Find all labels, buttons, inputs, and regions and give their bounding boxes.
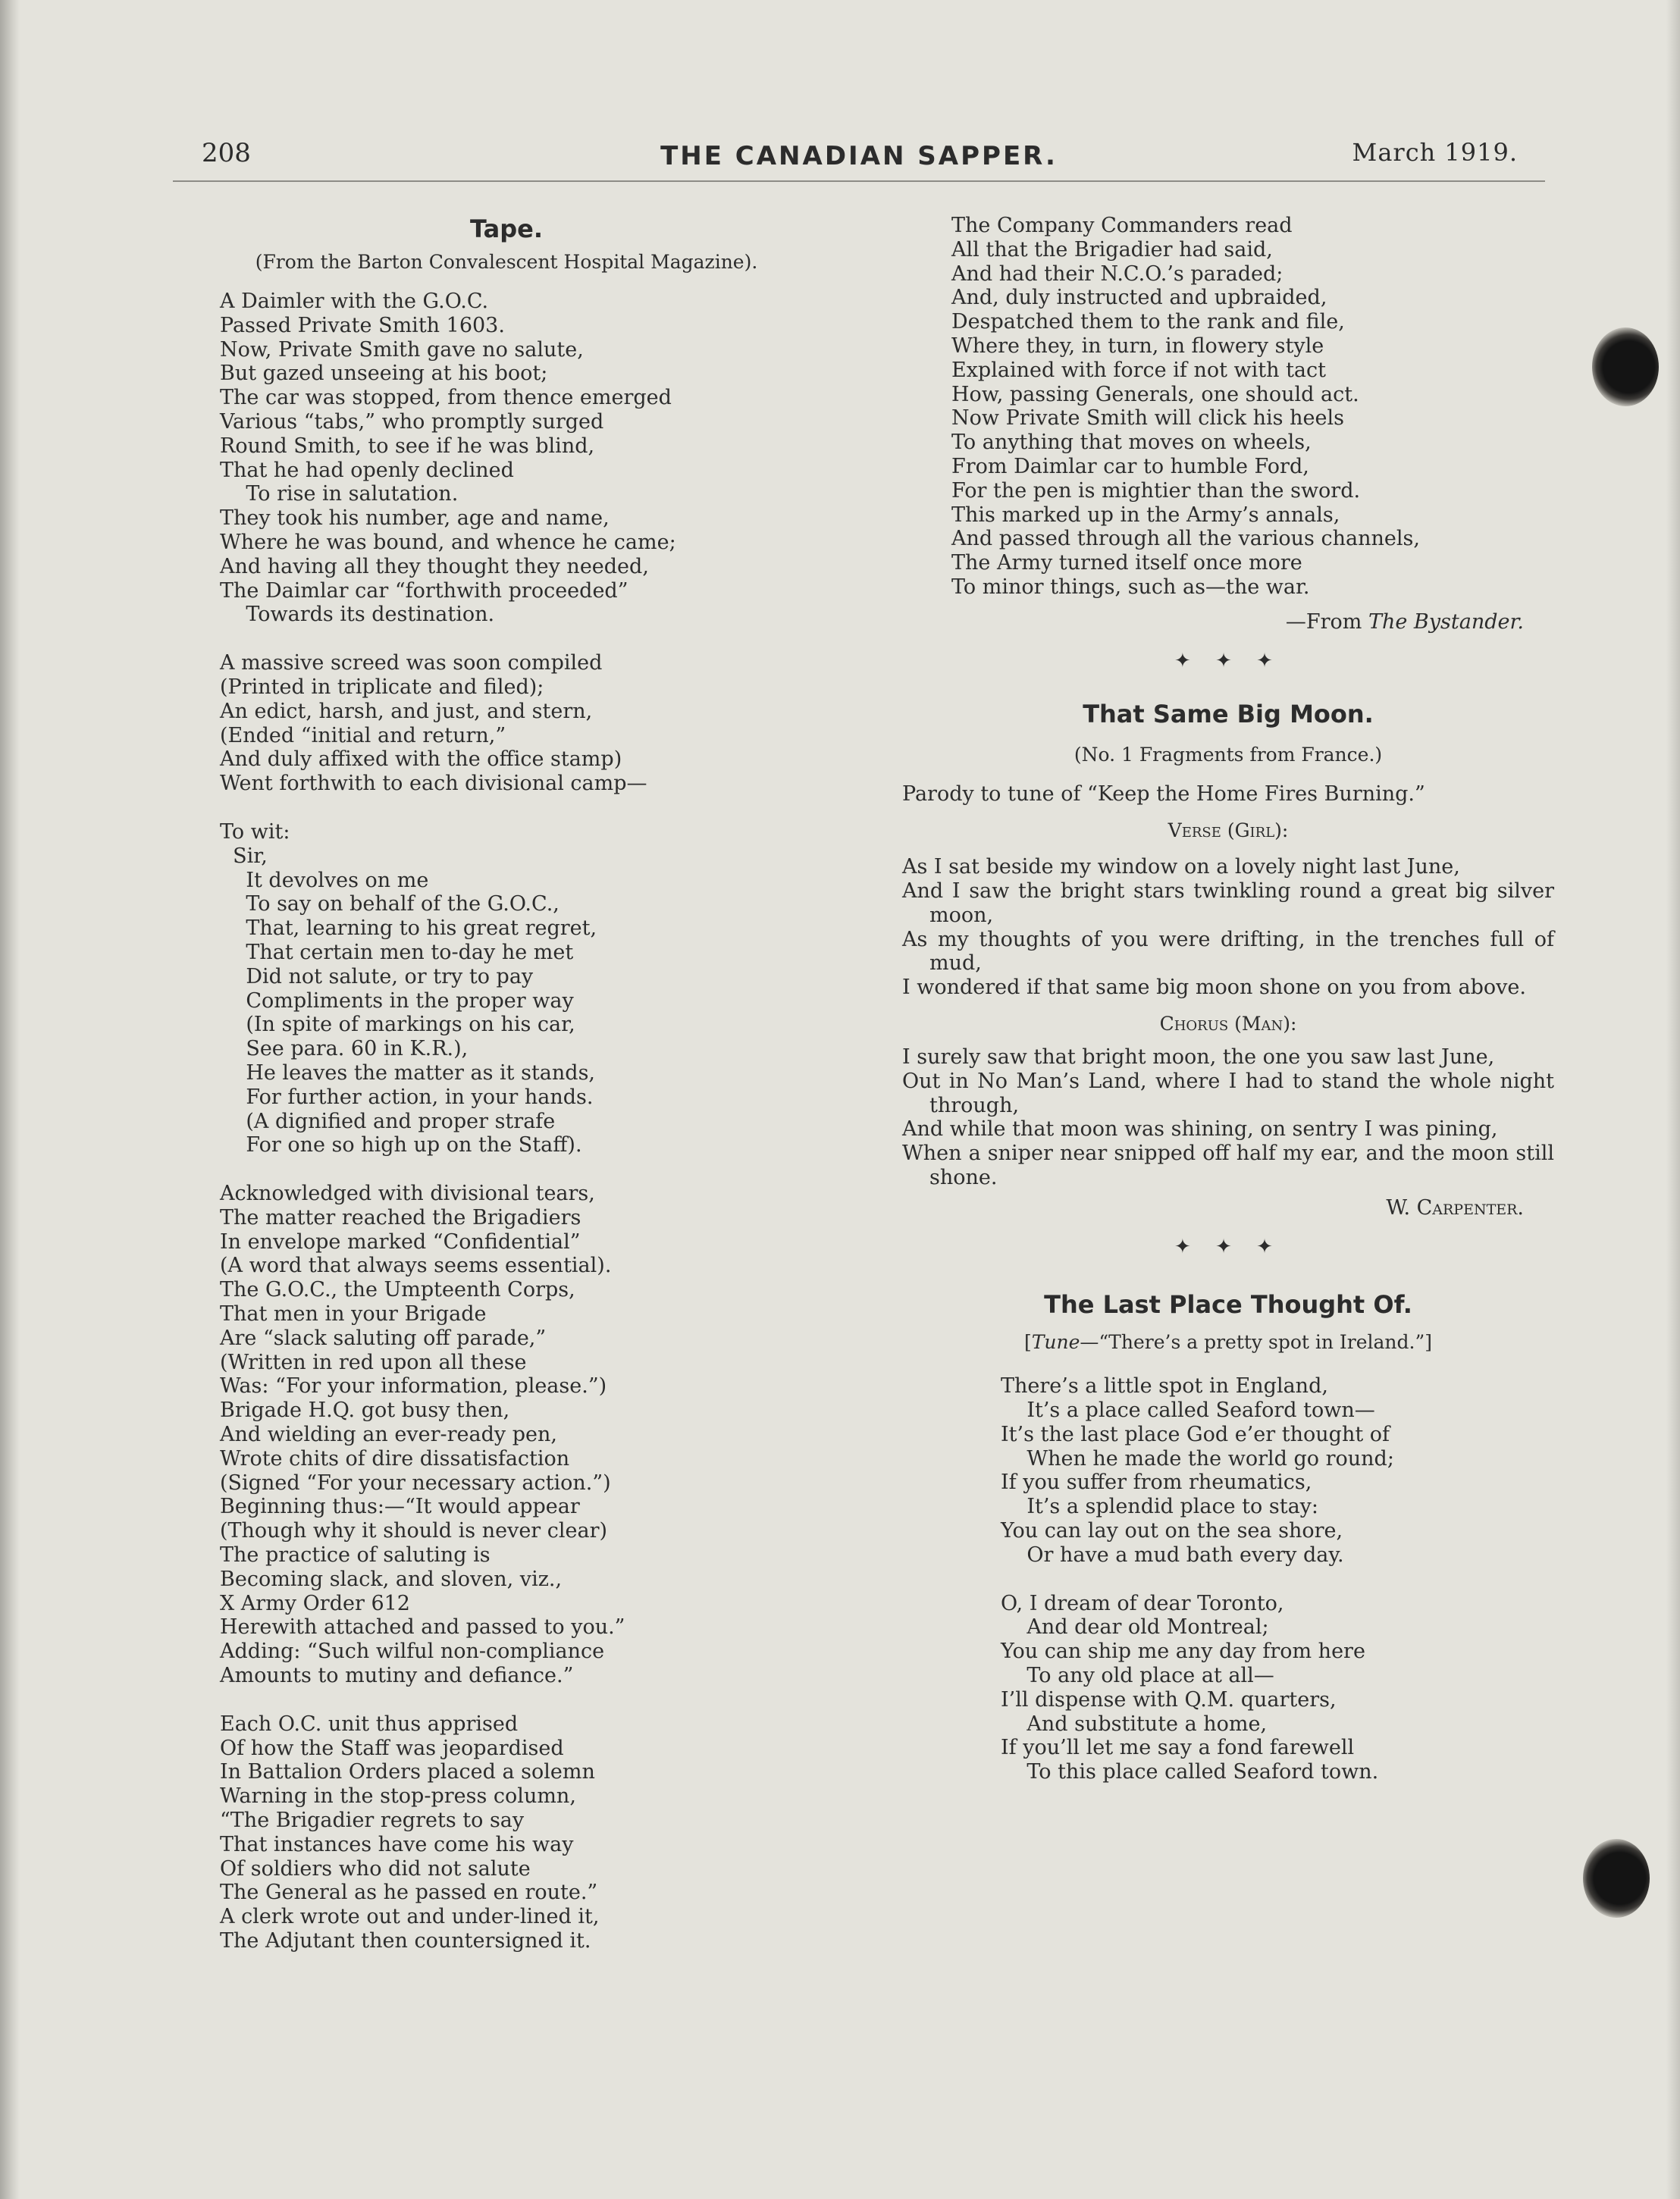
poem-line: Compliments in the proper way bbox=[220, 988, 574, 1013]
moon-title: That Same Big Moon. bbox=[1083, 700, 1374, 729]
poem-line: A clerk wrote out and under-lined it, bbox=[220, 1905, 600, 1929]
poem-line: It’s a place called Seaford town— bbox=[1001, 1399, 1375, 1423]
poem-line: He leaves the matter as it stands, bbox=[220, 1060, 596, 1085]
poem-line: For further action, in your hands. bbox=[220, 1085, 594, 1109]
stanza-gap bbox=[220, 1157, 840, 1182]
tape-stanza-1 bbox=[220, 290, 840, 627]
poem-line: From Daimlar car to humble Ford, bbox=[951, 454, 1309, 478]
poem-line: And substitute a home, bbox=[1001, 1712, 1268, 1736]
stanza-gap bbox=[220, 627, 840, 651]
last-place-tune: [Tune—“There’s a pretty spot in Ireland.”] bbox=[1023, 1331, 1433, 1354]
page-number: 208 bbox=[202, 138, 251, 168]
tape-title: Tape. bbox=[469, 215, 544, 243]
poem-line: It devolves on me bbox=[220, 868, 429, 892]
tape-stanza-2 bbox=[220, 651, 840, 796]
tune-label: Tune bbox=[1031, 1331, 1080, 1354]
poem-line: And wielding an ever-ready pen, bbox=[220, 1423, 557, 1447]
poem-line: To wit: bbox=[220, 819, 290, 844]
poem-line: Towards its destination. bbox=[220, 603, 495, 627]
poem-line: (Ended “initial and return,” bbox=[220, 723, 506, 747]
tape-stanza-4 bbox=[220, 1182, 840, 1688]
poem-line: And duly affixed with the office stamp) bbox=[220, 747, 622, 772]
poem-line: Explained with force if not with tact bbox=[951, 358, 1327, 382]
poem-line: (Signed “For your necessary action.”) bbox=[220, 1471, 611, 1495]
moon-subtitle: (No. 1 Fragments from France.) bbox=[1074, 744, 1383, 766]
page-binding-edge bbox=[0, 0, 20, 2199]
poem-line: “The Brigadier regrets to say bbox=[220, 1809, 525, 1833]
poem-line: That he had openly declined bbox=[220, 458, 514, 482]
poem-line: Went forthwith to each divisional camp— bbox=[220, 772, 647, 796]
poem-line: The Company Commanders read bbox=[951, 214, 1293, 237]
poem-line: Passed Private Smith 1603. bbox=[220, 313, 505, 337]
poem-line: I’ll dispense with Q.M. quarters, bbox=[1001, 1687, 1337, 1712]
moon-chorus bbox=[902, 1045, 1554, 1190]
poem-line: The matter reached the Brigadiers bbox=[220, 1205, 581, 1229]
poem-line: And passed through all the various channels, bbox=[951, 527, 1420, 551]
poem-line: When a sniper near snipped off half my ear, and the moon still shone. bbox=[902, 1142, 1554, 1189]
poem-line: And dear old Montreal; bbox=[1001, 1615, 1269, 1640]
poem-line: Brigade H.Q. got busy then, bbox=[220, 1399, 510, 1423]
last-place-stanza-1 bbox=[1001, 1374, 1554, 1567]
tape-stanza-3 bbox=[220, 820, 840, 1157]
poem-line: To any old place at all— bbox=[1001, 1664, 1274, 1688]
moon-parody: Parody to tune of “Keep the Home Fires Burning.” bbox=[902, 782, 1425, 807]
tape-credit-source: The Bystander. bbox=[1368, 609, 1524, 634]
poem-line: Out in No Man’s Land, where I had to stand the whole night through, bbox=[902, 1069, 1554, 1117]
poem-line: That men in your Brigade bbox=[220, 1302, 487, 1327]
punch-hole-lower bbox=[1583, 1839, 1650, 1918]
poem-line: To rise in salutation. bbox=[220, 482, 459, 506]
poem-line: Where they, in turn, in flowery style bbox=[951, 334, 1324, 358]
poem-line: A massive screed was soon compiled bbox=[220, 651, 603, 675]
poem-line: This marked up in the Army’s annals, bbox=[951, 503, 1340, 527]
poem-line: Now, Private Smith gave no salute, bbox=[220, 337, 584, 362]
poem-line: If you suffer from rheumatics, bbox=[1001, 1471, 1312, 1495]
poem-line: That instances have come his way bbox=[220, 1832, 574, 1856]
punch-hole-upper bbox=[1592, 327, 1659, 406]
poem-line: But gazed unseeing at his boot; bbox=[220, 362, 548, 386]
poem-line: Are “slack saluting off parade,” bbox=[220, 1326, 547, 1350]
poem-line: Or have a mud bath every day. bbox=[1001, 1543, 1344, 1567]
left-column bbox=[173, 214, 840, 1953]
tape-source: (From the Barton Convalescent Hospital Magazine). bbox=[255, 251, 758, 273]
poem-line: Despatched them to the rank and file, bbox=[951, 310, 1345, 334]
issue-date: March 1919. bbox=[1352, 138, 1518, 167]
tape-stanza-5 bbox=[220, 1712, 840, 1953]
moon-chorus-label: Chorus (Man): bbox=[1159, 1012, 1297, 1035]
masthead: THE CANADIAN SAPPER. bbox=[660, 141, 1058, 171]
poem-line: The Adjutant then countersigned it. bbox=[220, 1929, 591, 1953]
poem-line: When he made the world go round; bbox=[1001, 1446, 1394, 1471]
poem-line: Of how the Staff was jeopardised bbox=[220, 1736, 564, 1760]
poem-line: A Daimler with the G.O.C. bbox=[220, 290, 489, 313]
page-right-edge bbox=[1666, 0, 1680, 2199]
poem-line: Various “tabs,” who promptly surged bbox=[220, 409, 604, 434]
poem-line: And while that moon was shining, on sentry I was pining, bbox=[902, 1117, 1498, 1142]
poem-line: For one so high up on the Staff). bbox=[220, 1133, 582, 1157]
moon-verse bbox=[902, 855, 1554, 1000]
poem-line: They took his number, age and name, bbox=[220, 506, 610, 531]
page-header bbox=[173, 138, 1545, 180]
poem-line: Acknowledged with divisional tears, bbox=[220, 1182, 595, 1206]
poem-line: Did not salute, or try to pay bbox=[220, 964, 534, 988]
poem-line: To minor things, such as—the war. bbox=[951, 575, 1310, 599]
poem-line: The G.O.C., the Umpteenth Corps, bbox=[220, 1278, 575, 1302]
poem-line: Each O.C. unit thus apprised bbox=[220, 1712, 519, 1736]
tape-poem bbox=[173, 290, 840, 1953]
poem-line: The General as he passed en route.” bbox=[220, 1881, 598, 1905]
poem-line: All that the Brigadier had said, bbox=[951, 237, 1273, 262]
poem-line: That certain men to-day he met bbox=[220, 940, 574, 964]
poem-line: Round Smith, to see if he was blind, bbox=[220, 434, 595, 458]
poem-line: Wrote chits of dire dissatisfaction bbox=[220, 1446, 570, 1471]
ornament-divider: ✦ ✦ ✦ bbox=[1174, 649, 1282, 672]
poem-line: Now Private Smith will click his heels bbox=[951, 406, 1344, 431]
poem-line: If you’ll let me say a fond farewell bbox=[1001, 1736, 1355, 1760]
poem-line: (Though why it should is never clear) bbox=[220, 1519, 608, 1543]
tape-stanza-6 bbox=[902, 214, 1554, 600]
poem-line: Warning in the stop-press column, bbox=[220, 1784, 576, 1809]
poem-line: How, passing Generals, one should act. bbox=[951, 382, 1359, 406]
poem-line: In Battalion Orders placed a solemn bbox=[220, 1760, 595, 1784]
poem-line: (A dignified and proper strafe bbox=[220, 1109, 556, 1133]
poem-line: For the pen is mightier than the sword. bbox=[951, 478, 1361, 503]
moon-verse-label: Verse (Girl): bbox=[1168, 819, 1289, 842]
stanza-gap bbox=[220, 1688, 840, 1712]
tape-credit bbox=[902, 610, 1554, 634]
poem-line: And had their N.C.O.’s paraded; bbox=[951, 262, 1284, 286]
poem-line: X Army Order 612 bbox=[220, 1591, 410, 1615]
last-place-poem bbox=[902, 1374, 1554, 1784]
poem-line: You can ship me any day from here bbox=[1001, 1640, 1365, 1664]
poem-line: I wondered if that same big moon shone on you from above. bbox=[902, 976, 1526, 1000]
last-place-stanza-2 bbox=[1001, 1592, 1554, 1784]
stanza-gap bbox=[1001, 1568, 1554, 1592]
poem-line: It’s a splendid place to stay: bbox=[1001, 1495, 1319, 1519]
poem-line: To say on behalf of the G.O.C., bbox=[220, 892, 559, 916]
poem-line: See para. 60 in K.R.), bbox=[220, 1037, 469, 1061]
poem-line: (Written in red upon all these bbox=[220, 1350, 527, 1374]
poem-line: Beginning thus:—“It would appear bbox=[220, 1495, 580, 1519]
poem-line: (Printed in triplicate and filed); bbox=[220, 675, 544, 699]
stanza-gap bbox=[220, 796, 840, 820]
poem-line: An edict, harsh, and just, and stern, bbox=[220, 699, 593, 723]
moon-author: W. Carpenter. bbox=[1386, 1195, 1524, 1220]
poem-line: To this place called Seaford town. bbox=[1001, 1760, 1379, 1784]
right-column bbox=[902, 214, 1554, 1784]
poem-line: The Army turned itself once more bbox=[951, 551, 1302, 575]
poem-line: The car was stopped, from thence emerged bbox=[220, 386, 672, 410]
poem-line: (A word that always seems essential). bbox=[220, 1254, 612, 1278]
poem-line: To anything that moves on wheels, bbox=[951, 431, 1312, 455]
poem-line: You can lay out on the sea shore, bbox=[1001, 1519, 1343, 1543]
ornament-divider: ✦ ✦ ✦ bbox=[1174, 1235, 1282, 1258]
poem-line: And I saw the bright stars twinkling round a great big silver moon, bbox=[902, 879, 1554, 927]
poem-line: As I sat beside my window on a lovely night last June, bbox=[902, 855, 1460, 879]
tune-text: —“There’s a pretty spot in Ireland.”] bbox=[1080, 1331, 1433, 1354]
tape-credit-prefix: —From bbox=[1285, 609, 1368, 634]
poem-line: Adding: “Such wilful non-compliance bbox=[220, 1640, 605, 1664]
poem-line: And having all they thought they needed, bbox=[220, 554, 649, 578]
poem-line: (In spite of markings on his car, bbox=[220, 1013, 575, 1037]
poem-line: In envelope marked “Confidential” bbox=[220, 1229, 581, 1254]
poem-line: Where he was bound, and whence he came; bbox=[220, 530, 676, 554]
poem-line: The Daimlar car “forthwith proceeded” bbox=[220, 578, 628, 603]
poem-line: The practice of saluting is bbox=[220, 1543, 491, 1568]
poem-line: O, I dream of dear Toronto, bbox=[1001, 1591, 1284, 1615]
header-rule bbox=[173, 180, 1545, 182]
poem-line: Sir, bbox=[220, 844, 268, 868]
poem-line: It’s the last place God e’er thought of bbox=[1001, 1422, 1390, 1446]
poem-line: As my thoughts of you were drifting, in the trenches full of mud, bbox=[902, 927, 1554, 976]
poem-line: Was: “For your information, please.”) bbox=[220, 1374, 607, 1399]
poem-line: I surely saw that bright moon, the one you saw last June, bbox=[902, 1045, 1495, 1069]
last-place-title: The Last Place Thought Of. bbox=[1044, 1290, 1412, 1320]
poem-line: Becoming slack, and sloven, viz., bbox=[220, 1567, 563, 1591]
poem-line: Herewith attached and passed to you.” bbox=[220, 1615, 625, 1640]
poem-line: Amounts to mutiny and defiance.” bbox=[220, 1664, 574, 1688]
poem-line: And, duly instructed and upbraided, bbox=[951, 286, 1327, 310]
poem-line: There’s a little spot in England, bbox=[1001, 1374, 1328, 1399]
poem-line: That, learning to his great regret, bbox=[220, 916, 597, 941]
poem-line: Of soldiers who did not salute bbox=[220, 1856, 531, 1881]
